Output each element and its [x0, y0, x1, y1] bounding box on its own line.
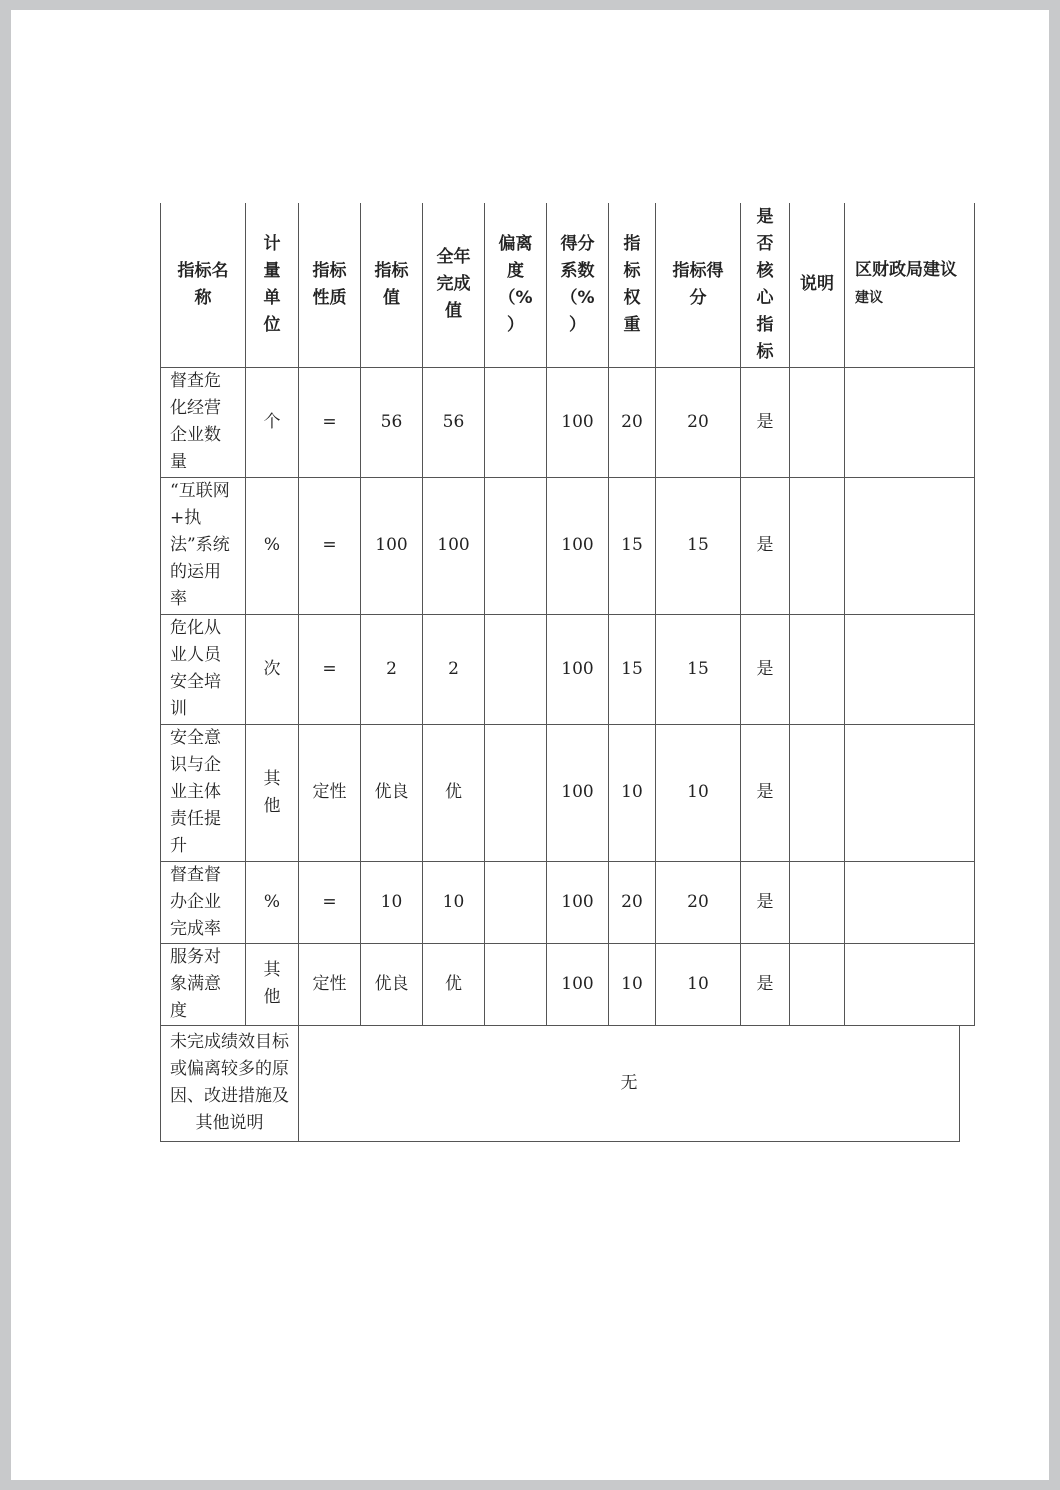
- header-core-indicator: 是否核心指标: [741, 203, 790, 367]
- row-unit: %: [246, 477, 299, 614]
- row-score-coefficient: 100: [547, 614, 609, 724]
- row-score-coefficient: 100: [547, 861, 609, 943]
- row-score: 10: [656, 724, 741, 861]
- header-annual-actual: 全年完成值: [423, 203, 485, 367]
- summary-table: [160, 1026, 960, 1142]
- row-note: [790, 477, 845, 614]
- row-nature: =: [299, 614, 361, 724]
- row-score-coefficient: 100: [547, 724, 609, 861]
- summary-value: 无: [299, 1026, 960, 1141]
- row-note: [790, 724, 845, 861]
- row-indicator-name: 督查危化经营企业数量: [161, 367, 246, 477]
- row-note: [790, 614, 845, 724]
- row-indicator-name: 安全意识与企业主体责任提升: [161, 724, 246, 861]
- row-deviation: [485, 943, 547, 1025]
- row-core-indicator: 是: [741, 861, 790, 943]
- row-score-coefficient: 100: [547, 943, 609, 1025]
- row-target-value: 10: [361, 861, 423, 943]
- row-annual-actual: 优: [423, 724, 485, 861]
- row-deviation: [485, 724, 547, 861]
- row-deviation: [485, 861, 547, 943]
- row-weight: 15: [609, 477, 656, 614]
- row-target-value: 2: [361, 614, 423, 724]
- row-core-indicator: 是: [741, 724, 790, 861]
- row-score: 15: [656, 477, 741, 614]
- row-nature: =: [299, 477, 361, 614]
- row-advice: [845, 367, 975, 477]
- performance-indicator-table: [160, 203, 975, 1026]
- row-core-indicator: 是: [741, 943, 790, 1025]
- row-advice: [845, 861, 975, 943]
- row-score: 10: [656, 943, 741, 1025]
- row-target-value: 优良: [361, 943, 423, 1025]
- row-indicator-name: 危化从业人员安全培训: [161, 614, 246, 724]
- header-deviation: 偏离度（%）: [485, 203, 547, 367]
- row-unit: 其他: [246, 724, 299, 861]
- row-advice: [845, 614, 975, 724]
- row-advice: [845, 724, 975, 861]
- row-indicator-name: 督查督办企业完成率: [161, 861, 246, 943]
- row-deviation: [485, 367, 547, 477]
- row-target-value: 100: [361, 477, 423, 614]
- table-header-row: [161, 203, 975, 367]
- row-nature: 定性: [299, 943, 361, 1025]
- table-row: [161, 614, 975, 724]
- row-score: 20: [656, 861, 741, 943]
- row-indicator-name: 服务对象满意度: [161, 943, 246, 1025]
- row-nature: =: [299, 861, 361, 943]
- header-score: 指标得分: [656, 203, 741, 367]
- row-target-value: 优良: [361, 724, 423, 861]
- row-weight: 10: [609, 724, 656, 861]
- row-core-indicator: 是: [741, 614, 790, 724]
- header-score-coefficient: 得分系数（%）: [547, 203, 609, 367]
- row-indicator-name: “互联网+执法”系统的运用率: [161, 477, 246, 614]
- row-annual-actual: 10: [423, 861, 485, 943]
- row-unit: 次: [246, 614, 299, 724]
- row-score: 20: [656, 367, 741, 477]
- summary-row: [161, 1026, 960, 1141]
- row-advice: [845, 477, 975, 614]
- row-weight: 20: [609, 367, 656, 477]
- table-row: [161, 477, 975, 614]
- row-deviation: [485, 477, 547, 614]
- header-unit: 计量单位: [246, 203, 299, 367]
- header-note: 说明: [790, 203, 845, 367]
- table-row: [161, 861, 975, 943]
- row-annual-actual: 56: [423, 367, 485, 477]
- row-nature: 定性: [299, 724, 361, 861]
- table-row: [161, 367, 975, 477]
- header-weight: 指标权重: [609, 203, 656, 367]
- row-score-coefficient: 100: [547, 477, 609, 614]
- row-unit: 其他: [246, 943, 299, 1025]
- row-weight: 20: [609, 861, 656, 943]
- row-target-value: 56: [361, 367, 423, 477]
- row-nature: =: [299, 367, 361, 477]
- row-score: 15: [656, 614, 741, 724]
- row-weight: 10: [609, 943, 656, 1025]
- row-advice: [845, 943, 975, 1025]
- row-annual-actual: 优: [423, 943, 485, 1025]
- row-annual-actual: 2: [423, 614, 485, 724]
- row-score-coefficient: 100: [547, 367, 609, 477]
- row-weight: 15: [609, 614, 656, 724]
- row-core-indicator: 是: [741, 477, 790, 614]
- header-indicator-name: 指标名称: [161, 203, 246, 367]
- header-finance-bureau-advice: 区财政局建议 建议: [845, 203, 975, 367]
- document-page: [11, 10, 1049, 1480]
- row-note: [790, 367, 845, 477]
- table-row: [161, 943, 975, 1025]
- header-target-value: 指标值: [361, 203, 423, 367]
- row-note: [790, 943, 845, 1025]
- header-nature: 指标性质: [299, 203, 361, 367]
- summary-label: 未完成绩效目标或偏离较多的原因、改进措施及其他说明: [161, 1026, 299, 1141]
- row-core-indicator: 是: [741, 367, 790, 477]
- row-deviation: [485, 614, 547, 724]
- row-unit: %: [246, 861, 299, 943]
- row-note: [790, 861, 845, 943]
- table-row: [161, 724, 975, 861]
- row-unit: 个: [246, 367, 299, 477]
- row-annual-actual: 100: [423, 477, 485, 614]
